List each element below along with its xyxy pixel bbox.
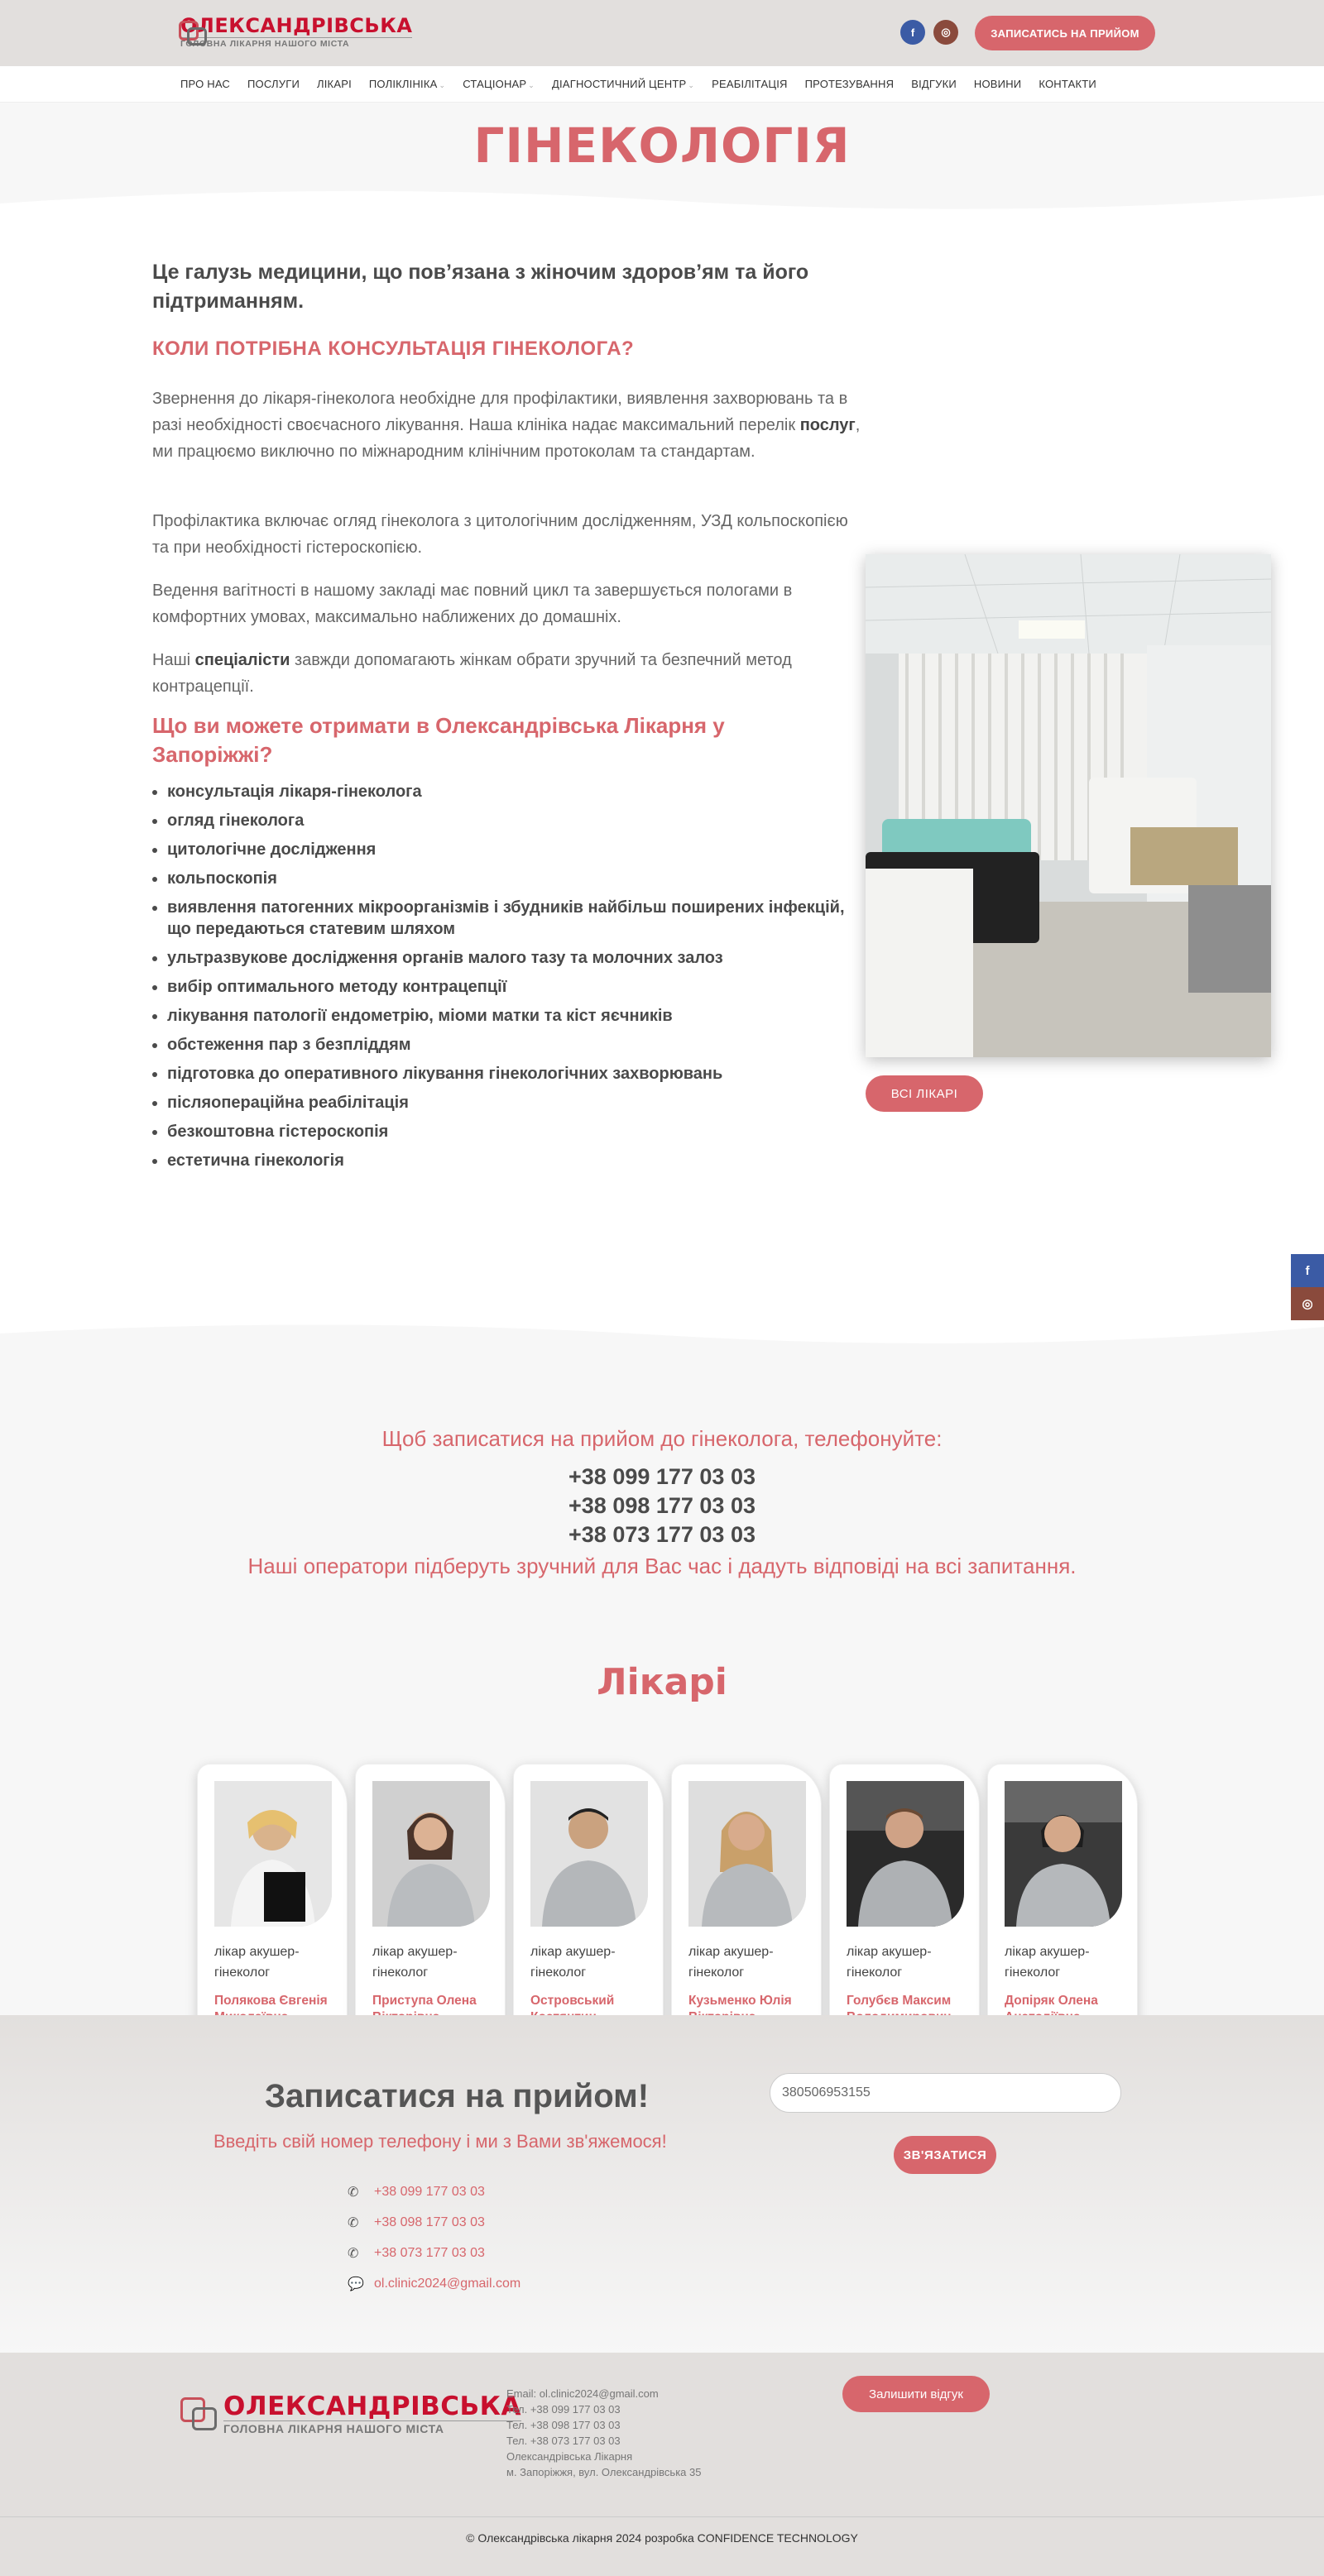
logo-title: ОЛЕКСАНДРІВСЬКА <box>223 2392 522 2421</box>
list-item: • цитологічне дослідження <box>167 839 854 860</box>
call-note: Наші оператори підберуть зручний для Вас час і дадуть відповіді на всі запитання. <box>247 1554 1077 1578</box>
leave-review-button[interactable]: Залишити відгук <box>842 2376 990 2412</box>
nav-item-label: СТАЦІОНАР <box>463 78 527 90</box>
logo-subtitle: ГОЛОВНА ЛІКАРНЯ НАШОГО МІСТА <box>223 2420 521 2435</box>
footer-phone[interactable]: Тел. +38 099 177 03 03 <box>506 2403 621 2416</box>
nav-item-reviews[interactable]: ВІДГУКИ <box>911 78 957 90</box>
page-title: ГІНЕКОЛОГІЯ <box>473 117 851 174</box>
site-footer <box>0 2353 1324 2576</box>
site-header <box>0 0 1324 66</box>
list-item: • консультація лікаря-гінеколога <box>167 781 854 802</box>
footer-email[interactable]: Email: ol.clinic2024@gmail.com <box>506 2387 659 2400</box>
lead-text: Це галузь медицини, що пов’язана з жіночим здоров’ям та його підтриманням. <box>152 261 809 313</box>
instagram-icon[interactable]: ◎ <box>933 20 958 45</box>
footer-phone[interactable]: Тел. +38 098 177 03 03 <box>506 2419 621 2431</box>
contact-phone[interactable]: ✆ +38 099 177 03 03 <box>348 2185 485 2200</box>
call-title: Щоб записатися на прийом до гінеколога, телефонуйте: <box>381 1426 943 1451</box>
phone-icon: ✆ <box>348 2186 359 2200</box>
phone-icon: ✆ <box>348 2216 359 2230</box>
nav-item-hospital[interactable] <box>463 78 535 90</box>
consult-heading: КОЛИ ПОТРІБНА КОНСУЛЬТАЦІЯ ГІНЕКОЛОГА? <box>152 338 635 360</box>
doctor-role: лікар акушер-гінеколог <box>530 1945 616 1980</box>
chat-icon: 💬 <box>348 2277 364 2291</box>
divider <box>0 2516 1324 2517</box>
nav-item-about[interactable]: ПРО НАС <box>180 78 231 90</box>
services-list <box>167 781 854 1179</box>
footer-contacts <box>506 2386 701 2480</box>
logo-cross-icon <box>179 2394 220 2435</box>
list-item: • підготовка до оперативного лікування гінекологічних захворювань <box>167 1063 854 1085</box>
list-item: • лікування патології ендометрію, міоми матки та кіст яєчників <box>167 1005 854 1027</box>
phone-icon: ✆ <box>348 2247 359 2261</box>
doctor-name[interactable]: Допіряк Олена <box>1005 1994 1098 2008</box>
list-item: • післяопераційна реабілітація <box>167 1092 854 1113</box>
footer-phone[interactable]: Тел. +38 073 177 03 03 <box>506 2435 621 2447</box>
nav-item-label: ДІАГНОСТИЧНИЙ ЦЕНТР <box>552 78 687 90</box>
phone-number[interactable]: +38 099 177 03 03 <box>568 1464 756 1489</box>
list-item: • безкоштовна гістероскопія <box>167 1121 854 1142</box>
nav-item-diagnostic[interactable] <box>552 78 694 90</box>
footer-logo[interactable] <box>179 2394 521 2435</box>
specialists-link[interactable]: спеціалісти <box>194 651 290 669</box>
chevron-down-icon: ⌄ <box>688 81 695 89</box>
paragraph: Ведення вагітності в нашому закладі має повний цикл та завершується пологами в комфортних умовах, максимально наближених до домашніх. <box>152 582 793 626</box>
paragraph: Профілактика включає огляд гінеколога з цитологічним дослідженням, УЗД кольпоскопією та при необхідності гістероскопією. <box>152 512 848 557</box>
doctor-name[interactable]: Голубєв Максим <box>847 1994 952 2008</box>
list-item: • ультразвукове дослідження органів малого тазу та молочних залоз <box>167 947 854 969</box>
main-content <box>0 218 1324 1343</box>
doctor-name[interactable]: Полякова Євгенія <box>214 1994 328 2008</box>
clinic-room-photo <box>866 554 1271 1057</box>
doctor-role: лікар акушер-гінеколог <box>688 1945 774 1980</box>
phone-field[interactable]: 380506953155 <box>770 2073 1121 2113</box>
doctor-photo <box>530 1781 648 1927</box>
doctor-name[interactable]: Приступа Олена <box>372 1994 477 2008</box>
nav-item-label: ПОЛІКЛІНІКА <box>368 78 438 90</box>
list-item: • кольпоскопія <box>167 868 854 889</box>
form-title: Записатися на прийом! <box>265 2078 650 2114</box>
footer-address: м. Запоріжжя, вул. Олександрівська 35 <box>506 2466 702 2478</box>
all-doctors-button[interactable]: ВСІ ЛІКАРІ <box>866 1075 983 1112</box>
logo-title: ОЛЕКСАНДРІВСЬКА <box>180 14 413 37</box>
contact-email[interactable]: 💬 ol.clinic2024@gmail.com <box>348 2277 521 2291</box>
wave-divider <box>0 1319 1324 1352</box>
phone-number[interactable]: +38 098 177 03 03 <box>568 1493 756 1518</box>
appointment-button[interactable]: ЗАПИСАТИСЬ НА ПРИЙОМ <box>975 16 1155 50</box>
doctor-role: лікар акушер-гінеколог <box>372 1945 458 1980</box>
chevron-down-icon: ⌄ <box>439 81 446 89</box>
copyright: © Олександрівська лікарня 2024 розробка CONFIDENCE TECHNOLOGY <box>466 2531 858 2545</box>
nav-item-doctors[interactable]: ЛІКАРІ <box>317 78 352 90</box>
logo-subtitle: ГОЛОВНА ЛІКАРНЯ НАШОГО МІСТА <box>180 37 412 49</box>
submit-button[interactable]: ЗВ'ЯЗАТИСЯ <box>894 2136 996 2174</box>
list-item: • обстеження пар з безпліддям <box>167 1034 854 1056</box>
chevron-down-icon: ⌄ <box>528 81 535 89</box>
facebook-icon[interactable]: f <box>1291 1254 1324 1287</box>
list-item: • вибір оптимального методу контрацепції <box>167 976 854 998</box>
doctor-role: лікар акушер-гінеколог <box>1005 1945 1090 1980</box>
doctor-role: лікар акушер-гінеколог <box>214 1945 300 1980</box>
form-subtitle: Введіть свій номер телефону і ми з Вами зв'яжемося! <box>213 2131 667 2152</box>
site-logo[interactable] <box>177 14 413 50</box>
doctor-photo <box>688 1781 806 1927</box>
wave-divider <box>0 185 1324 218</box>
paragraph: Наші спеціалісти завжди допомагають жінкам обрати зручний та безпечний метод контрацепції. <box>152 651 792 696</box>
nav-item-services[interactable]: ПОСЛУГИ <box>247 78 300 90</box>
paragraph: Звернення до лікаря-гінеколога необхідне для профілактики, виявлення захворювань та в разі необхідності своєчасного лікування. Наша клініка надає максимальний перелік послуг, ми працюємо виключно по міжнародним клінічним протоколам та стандартам. <box>152 390 861 461</box>
doctor-photo <box>1005 1781 1122 1927</box>
list-item: • виявлення патогенних мікроорганізмів і збудників найбільш поширених інфекцій, що передаються статевим шляхом <box>167 897 854 940</box>
main-nav <box>0 66 1324 103</box>
footer-org: Олександрівська Лікарня <box>506 2450 633 2463</box>
contact-phone[interactable]: ✆ +38 073 177 03 03 <box>348 2246 485 2261</box>
doctor-role: лікар акушер-гінеколог <box>847 1945 932 1980</box>
services-link[interactable]: послуг <box>799 416 856 434</box>
doctor-name[interactable]: Островський <box>530 1994 615 2008</box>
doctor-photo <box>372 1781 490 1927</box>
nav-item-polyclinic[interactable] <box>369 78 445 90</box>
nav-item-prosthetics[interactable]: ПРОТЕЗУВАННЯ <box>804 78 895 90</box>
list-item: • естетична гінекологія <box>167 1150 854 1171</box>
instagram-icon[interactable]: ◎ <box>1291 1287 1324 1320</box>
phone-number[interactable]: +38 073 177 03 03 <box>568 1522 756 1547</box>
doctor-photo <box>847 1781 964 1927</box>
nav-item-contacts[interactable]: КОНТАКТИ <box>1039 78 1096 90</box>
services-heading: Що ви можете отримати в Олександрівська Лікарня у Запоріжжі? <box>152 713 725 767</box>
facebook-icon[interactable]: f <box>900 20 925 45</box>
nav-item-rehab[interactable]: РЕАБІЛІТАЦІЯ <box>712 78 788 90</box>
list-item: • огляд гінеколога <box>167 810 854 831</box>
doctors-title: Лікарі <box>597 1661 727 1703</box>
title-band <box>0 103 1324 218</box>
nav-item-news[interactable]: НОВИНИ <box>973 78 1022 90</box>
doctor-name[interactable]: Кузьменко Юлія <box>688 1994 792 2008</box>
contact-phone[interactable]: ✆ +38 098 177 03 03 <box>348 2215 485 2230</box>
doctor-photo <box>214 1781 332 1927</box>
appointment-form-section <box>0 2015 1324 2353</box>
